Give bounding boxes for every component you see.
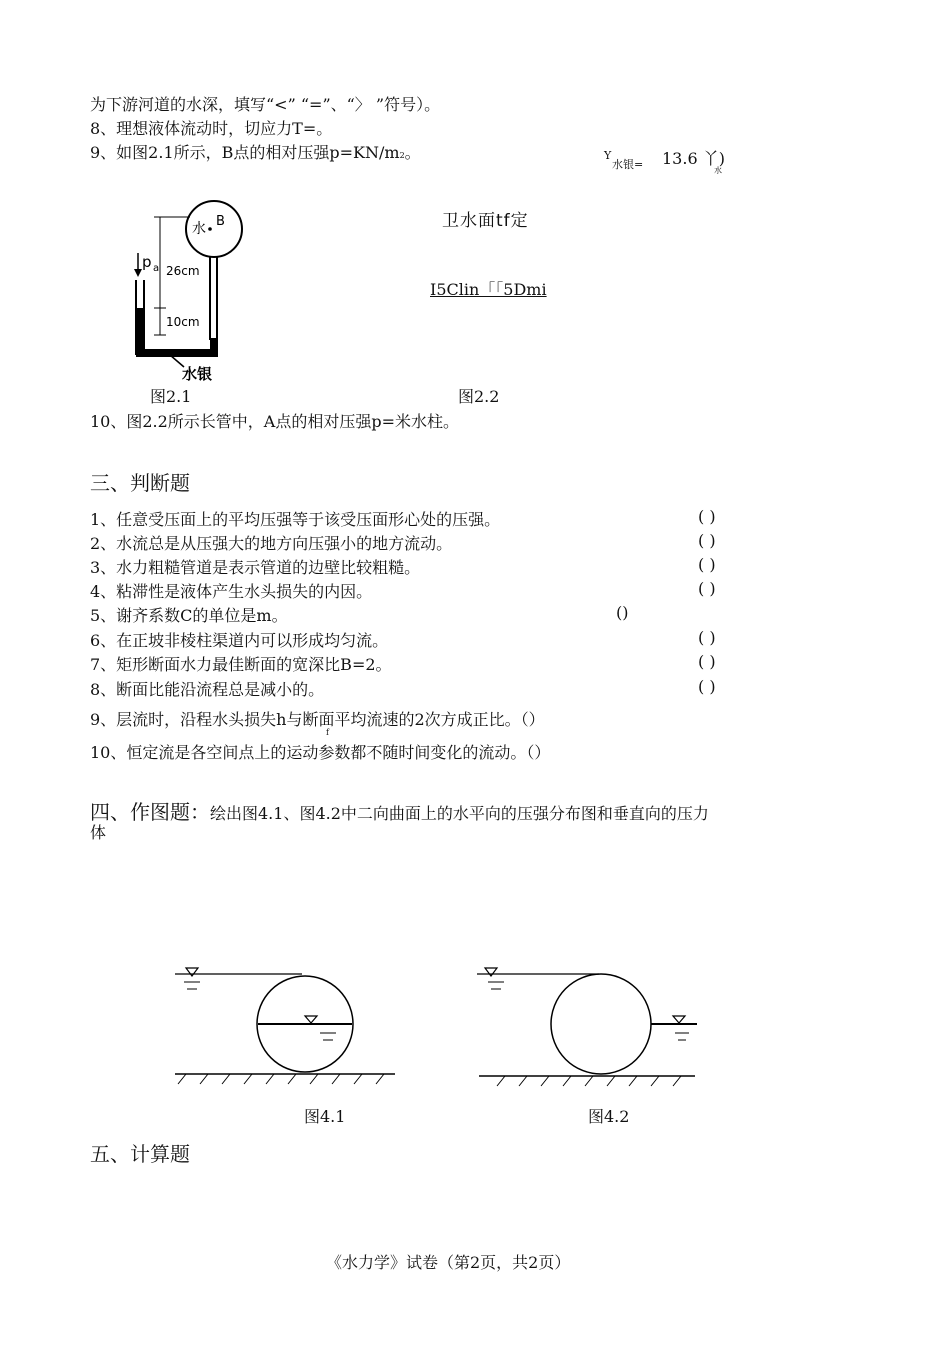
question-9-end: 。: [404, 143, 421, 162]
ground-hatch: [178, 1074, 384, 1084]
dim-10cm: 10cm: [166, 315, 200, 329]
tf-item-5: 5、谢齐系数C的单位是m。: [90, 606, 288, 625]
section-3-title: 三、判断题: [90, 471, 190, 495]
question-7-tail: 为下游河道的水深，填写“<” “=”、“〉 ”符号）。: [90, 95, 441, 114]
gamma-symbol: Y: [604, 149, 612, 162]
figure-4-2-caption: 图4.2: [588, 1107, 630, 1126]
tf-answer-4[interactable]: ( ): [698, 579, 716, 598]
question-9: [90, 140, 421, 163]
figure-2-1-caption: 图2.1: [150, 387, 192, 406]
tf-item-10: 10、恒定流是各空间点上的运动参数都不随时间变化的流动。（）: [90, 743, 551, 762]
question-8: 8、理想液体流动时，切应力T=。: [90, 119, 333, 138]
pa-sub: a: [153, 263, 160, 274]
section-4-desc-cont: 体: [90, 823, 107, 842]
figure-2-2-line: I5Clin「「5Dmi: [430, 280, 547, 299]
section-4-title: 四、作图题：: [90, 800, 210, 824]
mercury-left: [136, 308, 144, 355]
cylinder-circle: [551, 974, 651, 1074]
tf-item-8: 8、断面比能沿流程总是减小的。: [90, 680, 325, 699]
free-surface-symbol: [485, 968, 497, 976]
dim-26cm: 26cm: [166, 264, 200, 278]
mercury-bottom: [136, 349, 218, 357]
figure-4-1-caption: 图4.1: [304, 1107, 346, 1126]
tf-item-4: 4、粘滞性是液体产生水头损失的内因。: [90, 582, 373, 601]
figure-2-2-title: 卫水面tf定: [442, 211, 529, 231]
gamma-mercury-label: 水银=: [612, 158, 644, 171]
free-surface-symbol: [186, 968, 198, 976]
mercury-label: 水银: [182, 365, 213, 383]
figure-2-1-manometer: [120, 195, 260, 385]
point-b-dot: [208, 227, 212, 231]
tf-answer-2[interactable]: ( ): [698, 531, 716, 550]
question-10: 10、图2.2所示长管中，A点的相对压强p=米水柱。: [90, 412, 460, 431]
water-label: 水: [192, 221, 206, 237]
figure-4-1: [170, 960, 400, 1090]
section-4-heading: [90, 796, 709, 825]
ground-hatch: [497, 1076, 681, 1086]
tf-item-9: 9、层流时，沿程水头损失h与断面平均流速的2次方成正比。（）: [90, 710, 545, 729]
section-4-desc: 绘出图4.1、图4.2中二向曲面上的水平向的压强分布图和垂直向的压力: [210, 804, 709, 823]
tf-item-6: 6、在正坡非棱柱渠道内可以形成均匀流。: [90, 631, 389, 650]
gamma-water-sub: 水: [714, 166, 722, 175]
section-5-title: 五、计算题: [90, 1142, 190, 1166]
point-b-label: B: [216, 214, 225, 229]
tf-item-2: 2、水流总是从压强大的地方向压强小的地方流动。: [90, 534, 453, 553]
question-9-unit-sub: 2: [399, 151, 405, 160]
tf-item-1: 1、任意受压面上的平均压强等于该受压面形心处的压强。: [90, 510, 501, 529]
hf-subscript: f: [326, 728, 329, 737]
tf-item-7: 7、矩形断面水力最佳断面的宽深比B=2。: [90, 655, 392, 674]
tf-answer-8[interactable]: ( ): [698, 677, 716, 696]
gamma-value: 13.6 丫): [662, 149, 725, 168]
tf-answer-3[interactable]: ( ): [698, 555, 716, 574]
page-footer: 《水力学》试卷（第2页，共2页）: [326, 1253, 571, 1272]
figure-2-2-caption: 图2.2: [458, 387, 500, 406]
tf-answer-5[interactable]: (): [616, 603, 629, 622]
figure-4-2: [475, 960, 705, 1090]
tf-answer-1[interactable]: ( ): [698, 507, 716, 526]
tf-answer-6[interactable]: ( ): [698, 628, 716, 647]
tf-item-3: 3、水力粗糙管道是表示管道的边壁比较粗糙。: [90, 558, 421, 577]
question-9-text: 9、如图2.1所示，B点的相对压强p=KN/m: [90, 143, 400, 162]
pa-label: p: [142, 253, 152, 271]
tf-answer-7[interactable]: ( ): [698, 652, 716, 671]
